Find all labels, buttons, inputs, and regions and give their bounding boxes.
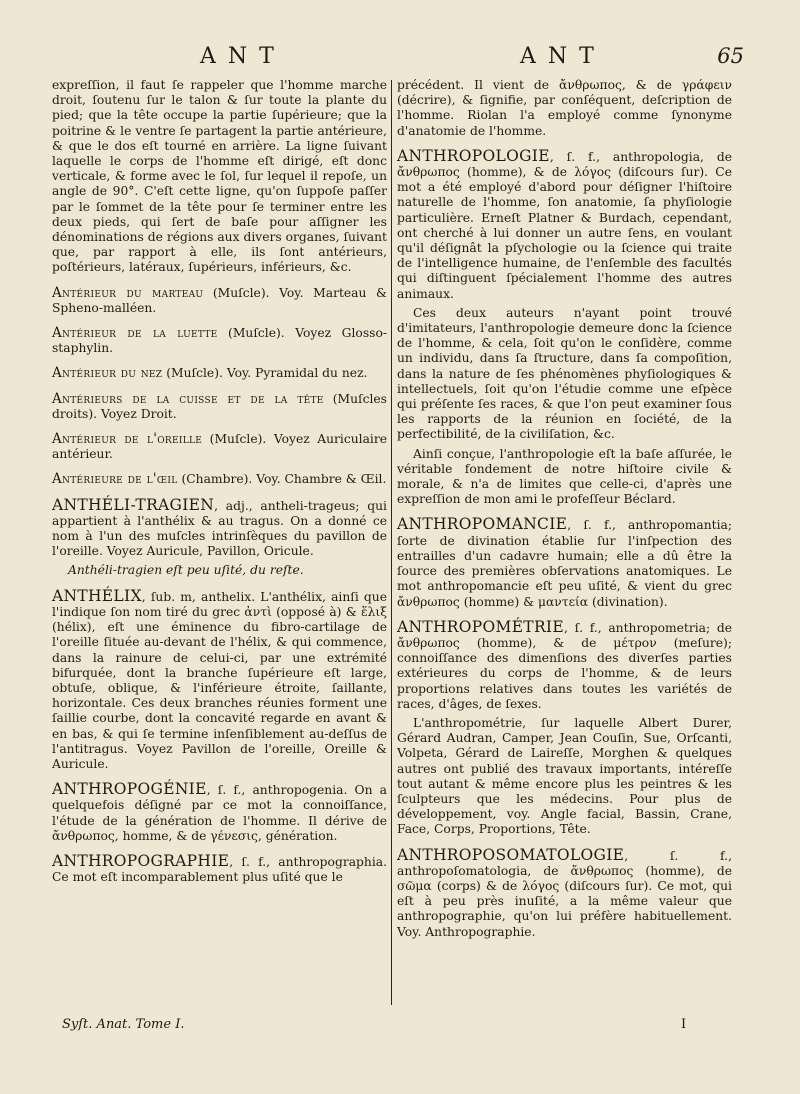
entry-headword: Antérieur de l'oreille <box>52 431 203 448</box>
entry-text: , ſub. m, anthelix. L'anthélix, ainſi que l'indique ſon nom tiré du grec ἀντὶ (opposé à) & ἕλιξ (hélix), eſt une éminence du fibro-cartilage de l'oreille ſituée au-devant de l'hélix, & qui commence, dans la rainure de celui-ci, par une extrémité bifurquée, dont la branche ſupérieure eſt large, obtuſe, oblique, & l'inférieure étroite, ſaillante, horizontale. Ces deux branches réunies forment une ſaillie courbe, dont la concavité regarde en avant & en bas, & qui ſe termine inſenſiblement au-deſſus de l'antitragus. Voyez Pavillon de l'oreille, Oreille & Auricule. <box>52 589 387 771</box>
entry-headword: ANTHROPOGÉNIE <box>52 780 207 799</box>
entry-headword: Antérieure de l'œil <box>52 471 178 488</box>
running-head-left: ANT <box>200 44 286 69</box>
entry-text: (Muſcle). Voyez Auriculaire antérieur. <box>52 432 387 462</box>
entry-headword: Antérieur du marteau <box>52 284 204 301</box>
text-columns <box>52 78 762 1078</box>
continuation-text: expreſſion, il faut ſe rappeler que l'homme marche droit, ſoutenu ſur le talon & ſur toute la plante du pied; que la tête occupe la partie ſupérieure; que la poitrine & le ventre ſe partagent la partie antérieure, & que le dos eſt tourné en arrière. La ligne ſuivant laquelle le corps de l'homme eſt dirigé, eſt donc verticale, & forme avec le ſol, ſur lequel il repoſe, un angle de 90°. C'eſt cette ligne, qu'on ſuppoſe paſſer par le ſommet de la tête pour ſe terminer entre les deux pieds, qui ſert de baſe pour aſſigner les dénominations de régions aux divers organes, ſuivant que, par rapport à elle, ils ſont antérieurs, poſtérieurs, latéraux, ſupérieurs, inférieurs, &c. <box>52 78 387 275</box>
entry-headword: ANTHROPOGRAPHIE <box>52 851 230 870</box>
entry-text: (Chambre). Voy. Chambre & Œil. <box>177 472 387 487</box>
entry-headword: Antérieur du nez <box>52 365 163 382</box>
entry-text: , ſ. f., anthropoſomatologia, de ἄνθρωπος (homme), de σῶμα (corps) & de λόγος (diſcours ſur). Ce mot, qui eſt à peu près inuſité, a la même valeur que anthropographie, qu'on lui préfère habituellement. Voy. Anthropographie. <box>397 848 732 939</box>
continuation-text: précédent. Il vient de ἄνθρωπος, & de γράφειν (décrire), & ſignifie, par conſéquent, deſcription de l'homme. Riolan l'a employé comme ſynonyme d'anatomie de l'homme. <box>397 78 732 138</box>
page-footer <box>62 1017 762 1037</box>
column-rule <box>391 80 392 1005</box>
entry-anthelix <box>52 586 387 772</box>
entry-headword: ANTHÉLIX <box>52 586 142 605</box>
entry-anterieur-nez <box>52 366 387 381</box>
entry-text: , ſ. f., anthropographia. Ce mot eſt incomparablement plus uſité que le <box>52 854 387 885</box>
entry-anthroposomatologie <box>397 845 732 940</box>
entry-anthropogenie <box>52 782 387 844</box>
entry-anterieure-oeil <box>52 472 387 487</box>
entry-text: , adj., antheli-trageus; qui appartient à l'anthélix & au tragus. On a donné ce nom à l'un des muſcles intrinſèques du pavillon de l'oreille. Voyez Auricule, Pavillon, Oricule. <box>52 498 387 559</box>
signature-mark: I <box>681 1017 687 1032</box>
running-head <box>0 44 800 74</box>
entry-text: (Muſcles droits). Voyez Droit. <box>52 391 387 421</box>
entry-text: , ſ. f., anthropologia, de ἄνθρωπος (homme), & de λόγος (diſcours ſur). Ce mot a été employé d'abord pour déſigner l'hiſtoire naturelle de l'homme, ſon anatomie, ſa phyſiologie particulière. Erneſt Platner & Burdach, cependant, ont cherché à lui donner un autre ſens, en voulant qu'il déſignât la pſychologie ou la ſcience qui traite de l'intelligence humaine, de l'enſemble des facultés qui diſtinguent ſpécialement l'homme des autres animaux. <box>397 149 732 301</box>
entry-headword: ANTHÉLI-TRAGIEN <box>52 495 215 514</box>
entry-paragraph: Ces deux auteurs n'ayant point trouvé d'imitateurs, l'anthropologie demeure donc la ſcience de l'homme, & cela, ſoit qu'on le conſidère, comme un individu, dans ſa ſtructure, dans ſa compoſition, dans la nature de ſes phénomènes phyſiologiques & intellectuels, ſoit qu'on l'étudie comme une eſpèce qui préſente ſes races, & que l'on peut examiner ſous les rapports de la réunion en ſociété, de la perfectibilité, de la civiliſation, &c. <box>397 305 732 442</box>
entry-antheli-tragien <box>52 495 387 560</box>
entry-anterieur-oreille <box>52 432 387 462</box>
entry-text: , ſ. f., anthropogenia. On a quelquefois déſigné par ce mot la connoiſſance, l'étude de la génération de l'homme. Il dérive de ἄνθρωπος, homme, & de γένεσις, génération. <box>52 783 387 843</box>
entry-headword: ANTHROPOMANCIE <box>397 515 568 534</box>
entry-anterieur-luette <box>52 326 387 356</box>
entry-headword: Antérieur de la luette <box>52 325 218 342</box>
entry-text: (Muſcle). Voyez Glosso-staphylin. <box>52 326 387 356</box>
entry-anthropomancie <box>397 517 732 609</box>
entry-anthropographie <box>52 851 387 885</box>
right-column <box>397 78 732 1078</box>
entry-anthropometrie <box>397 617 732 712</box>
running-head-right: ANT <box>520 44 606 69</box>
entry-note: Anthéli-tragien eſt peu uſité, du reſte. <box>68 563 304 578</box>
entry-text: , ſ. f., anthropomantia; ſorte de divination établie ſur l'inſpection des entrailles d'un cadavre humain; elle a dû être la ſource des premières obſervations anatomiques. Le mot anthropomancie eſt peu uſité, & vient du grec ἄνθρωπος (homme) & μαντεία (divination). <box>397 518 732 609</box>
entry-headword: ANTHROPOSOMATOLOGIE <box>397 845 625 864</box>
entry-paragraph: Ainſi conçue, l'anthropologie eſt la baſe aſſurée, le véritable fondement de notre hiſtoire civile & morale, & n'a de limites que celle-ci, d'après une expreſſion de mon ami le profeſſeur Béclard. <box>397 446 732 507</box>
entry-headword: Antérieurs de la cuisse et de la tête <box>52 390 324 407</box>
entry-anthropologie <box>397 146 732 302</box>
entry-text: , ſ. f., anthropometria; de ἄνθρωπος (homme), & de μέτρον (meſure); connoiſſance des dimenſions des diverſes parties extérieures du corps de l'homme, & de leurs proportions relatives dans toutes les variétés de races, d'âges, de ſexes. <box>397 620 732 711</box>
entry-anterieur-marteau <box>52 286 387 316</box>
entry-paragraph: L'anthropométrie, ſur laquelle Albert Durer, Gérard Audran, Camper, Jean Couſin, Sue, Orſcanti, Volpeta, Gérard de Laireſſe, Morghen & quelques autres ont publié des travaux importants, intéreſſe tout autant & même encore plus les peintres & les ſculpteurs que les médecins. Pour plus de développement, voy. Angle facial, Bassin, Crane, Face, Corps, Proportions, Tête. <box>397 715 732 837</box>
entry-text: (Muſcle). Voy. Pyramidal du nez. <box>162 366 368 381</box>
entry-text: (Muſcle). Voy. Marteau & Spheno-malléen. <box>52 285 387 315</box>
left-column <box>52 78 387 1078</box>
footer-volume-title: Syſt. Anat. Tome I. <box>62 1017 185 1032</box>
entry-anterieurs-cuisse-tete <box>52 392 387 422</box>
entry-headword: ANTHROPOMÉTRIE <box>397 617 564 636</box>
page-number: 65 <box>717 44 744 68</box>
entry-headword: ANTHROPOLOGIE <box>397 146 550 165</box>
